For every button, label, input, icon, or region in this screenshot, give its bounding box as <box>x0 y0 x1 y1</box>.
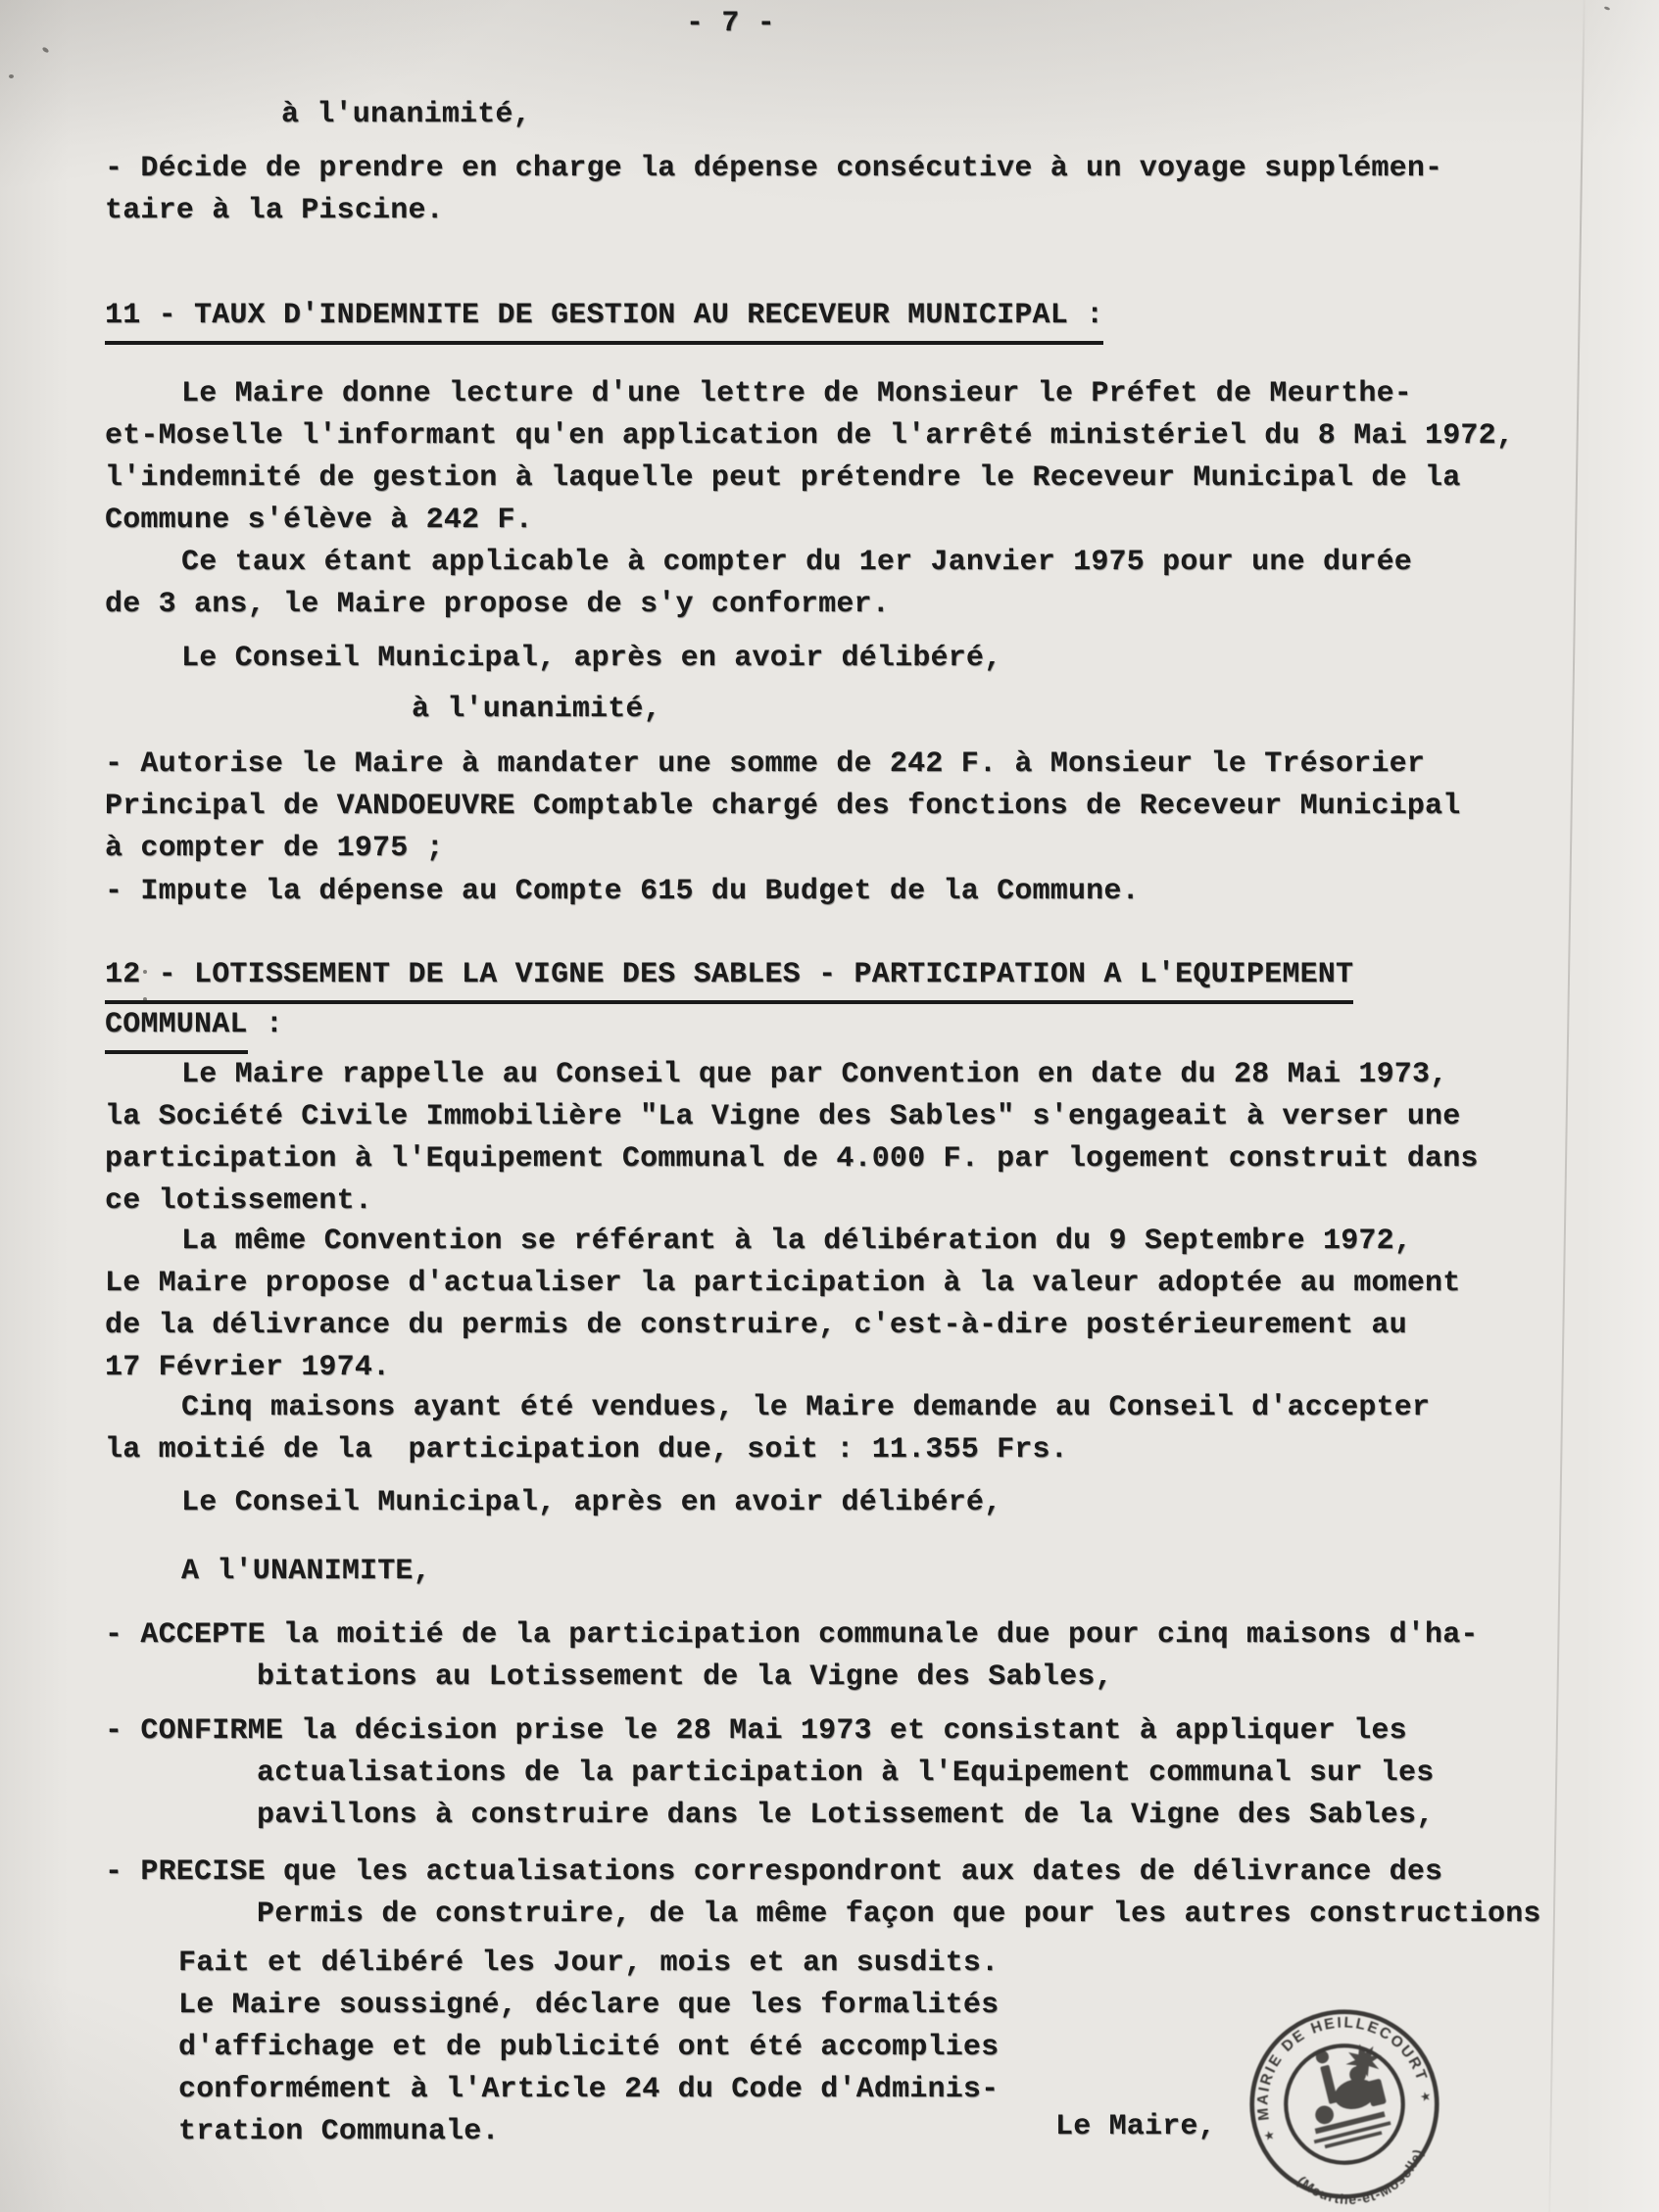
page-number-text: - 7 - <box>686 7 776 40</box>
text-line: - PRECISE que les actualisations correspondront aux dates de délivrance des <box>105 1855 1443 1889</box>
section12-paragraph-actualisation <box>105 1221 1460 1389</box>
paper-right-band <box>1585 0 1659 2212</box>
text-line: Le Maire rappelle au Conseil que par Convention en date du 28 Mai 1973, <box>181 1058 1448 1091</box>
text-line: à l'unanimité, <box>281 98 531 131</box>
text-line: à compter de 1975 ; <box>105 832 444 865</box>
paper-speck <box>9 74 14 78</box>
section12-confirme-paragraph <box>105 1710 1434 1837</box>
text-line: à l'unanimité, <box>412 693 661 726</box>
text-line: 17 Février 1974. <box>105 1351 391 1384</box>
paper-speck <box>41 46 49 53</box>
text-line: Cinq maisons ayant été vendues, le Maire demande au Conseil d'accepter <box>181 1391 1431 1424</box>
text-line: Ce taux étant applicable à compter du 1er Janvier 1975 pour une durée <box>181 546 1413 579</box>
text-line: Le Maire, <box>1055 2110 1216 2143</box>
intro-unanimity <box>281 94 531 136</box>
section11-heading-text: 11 - TAUX D'INDEMNITE DE GESTION AU RECEVEUR MUNICIPAL : <box>105 295 1103 345</box>
text-line: Le Maire soussigné, déclare que les formalités <box>178 1989 1000 2022</box>
text-line: pavillons à construire dans le Lotissement de la Vigne des Sables, <box>257 1799 1435 1832</box>
text-line: Principal de VANDOEUVRE Comptable chargé des fonctions de Receveur Municipal <box>105 790 1461 823</box>
text-line: bitations au Lotissement de la Vigne des Sables, <box>257 1660 1113 1694</box>
section12-paragraph-convention <box>105 1054 1479 1223</box>
text-line: participation à l'Equipement Communal de 4.000 F. par logement construit dans <box>105 1142 1479 1176</box>
section12-unanimity-line <box>181 1551 431 1593</box>
text-line: - CONFIRME la décision prise le 28 Mai 1973 et consistant à appliquer les <box>105 1714 1407 1748</box>
text-line: - Autorise le Maire à mandater une somme de 242 F. à Monsieur le Trésorier <box>105 747 1426 781</box>
paper-fold-line <box>1548 0 1586 2212</box>
section11-conseil-line <box>181 638 1001 680</box>
section12-heading-colon: : <box>247 1008 284 1041</box>
text-line: La même Convention se référant à la délibération du 9 Septembre 1972, <box>181 1225 1413 1258</box>
section12-conseil-line <box>181 1482 1001 1524</box>
stamp-left-star-icon: ★ <box>1261 2125 1277 2147</box>
text-line: conformément à l'Article 24 du Code d'Adminis- <box>178 2073 1000 2106</box>
section11-heading <box>105 295 1103 345</box>
section11-paragraph-taux <box>105 542 1412 626</box>
closing-paragraph <box>178 1943 999 2153</box>
text-line: Fait et délibéré les Jour, mois et an susdits. <box>178 1947 1000 1980</box>
text-line: Le Conseil Municipal, après en avoir délibéré, <box>181 1486 1002 1519</box>
section12-precise-paragraph <box>105 1851 1541 1936</box>
section12-paragraph-maisons <box>105 1387 1430 1471</box>
text-line: tration Communale. <box>178 2115 500 2148</box>
text-line: Le Maire propose d'actualiser la participation à la valeur adoptée au moment <box>105 1267 1461 1300</box>
text-line: de la délivrance du permis de construire, c'est-à-dire postérieurement au <box>105 1309 1407 1342</box>
text-line: taire à la Piscine. <box>105 194 444 227</box>
text-line: la moitié de la participation due, soit : 11.355 Frs. <box>105 1433 1068 1467</box>
section12-heading-line1: 12 - LOTISSEMENT DE LA VIGNE DES SABLES - PARTICIPATION A L'EQUIPEMENT <box>105 954 1353 1004</box>
section11-autorise-paragraph <box>105 744 1460 870</box>
stamp-emblem <box>1293 2037 1400 2150</box>
section12-heading <box>105 954 1353 1054</box>
text-line: - ACCEPTE la moitié de la participation communale due pour cinq maisons d'ha- <box>105 1618 1479 1652</box>
section12-heading-line2: COMMUNAL <box>105 1004 248 1054</box>
text-line: Permis de construire, de la même façon que pour les autres constructions <box>257 1898 1541 1931</box>
text-line: ce lotissement. <box>105 1184 373 1218</box>
stamp-right-star-icon: ★ <box>1418 2086 1434 2108</box>
mairie-stamp <box>1227 1995 1462 2212</box>
text-line: la Société Civile Immobilière "La Vigne des Sables" s'engageait à verser une <box>105 1100 1461 1133</box>
stamp-top-text: MAIRIE DE HEILLECOURT <box>1254 2014 1431 2122</box>
text-line: de 3 ans, le Maire propose de s'y conformer. <box>105 588 890 621</box>
text-line: Le Conseil Municipal, après en avoir délibéré, <box>181 642 1002 675</box>
text-line: - Impute la dépense au Compte 615 du Budget de la Commune. <box>105 875 1140 908</box>
text-line: d'affichage et de publicité ont été accomplies <box>178 2031 1000 2064</box>
section11-impute-line <box>105 871 1140 913</box>
intro-decide-paragraph <box>105 148 1442 232</box>
text-line: - Décide de prendre en charge la dépense consécutive à un voyage supplémen- <box>105 152 1443 185</box>
signature-line <box>1055 2106 1216 2148</box>
section11-paragraph-lettre <box>105 373 1514 542</box>
text-line: Commune s'élève à 242 F. <box>105 504 533 537</box>
stamp-bottom-text: (Meurthe-et-Moselle) <box>1294 2145 1427 2208</box>
text-line: actualisations de la participation à l'Equipement communal sur les <box>257 1756 1435 1790</box>
text-line: l'indemnité de gestion à laquelle peut prétendre le Receveur Municipal de la <box>105 461 1461 495</box>
text-line: et-Moselle l'informant qu'en application de l'arrêté ministériel du 8 Mai 1972, <box>105 419 1515 453</box>
section12-accepte-paragraph <box>105 1614 1479 1699</box>
page-number <box>686 3 775 45</box>
text-line: Le Maire donne lecture d'une lettre de Monsieur le Préfet de Meurthe- <box>181 377 1413 410</box>
section11-unanimity-line <box>412 689 661 731</box>
text-line: A l'UNANIMITE, <box>181 1555 431 1588</box>
